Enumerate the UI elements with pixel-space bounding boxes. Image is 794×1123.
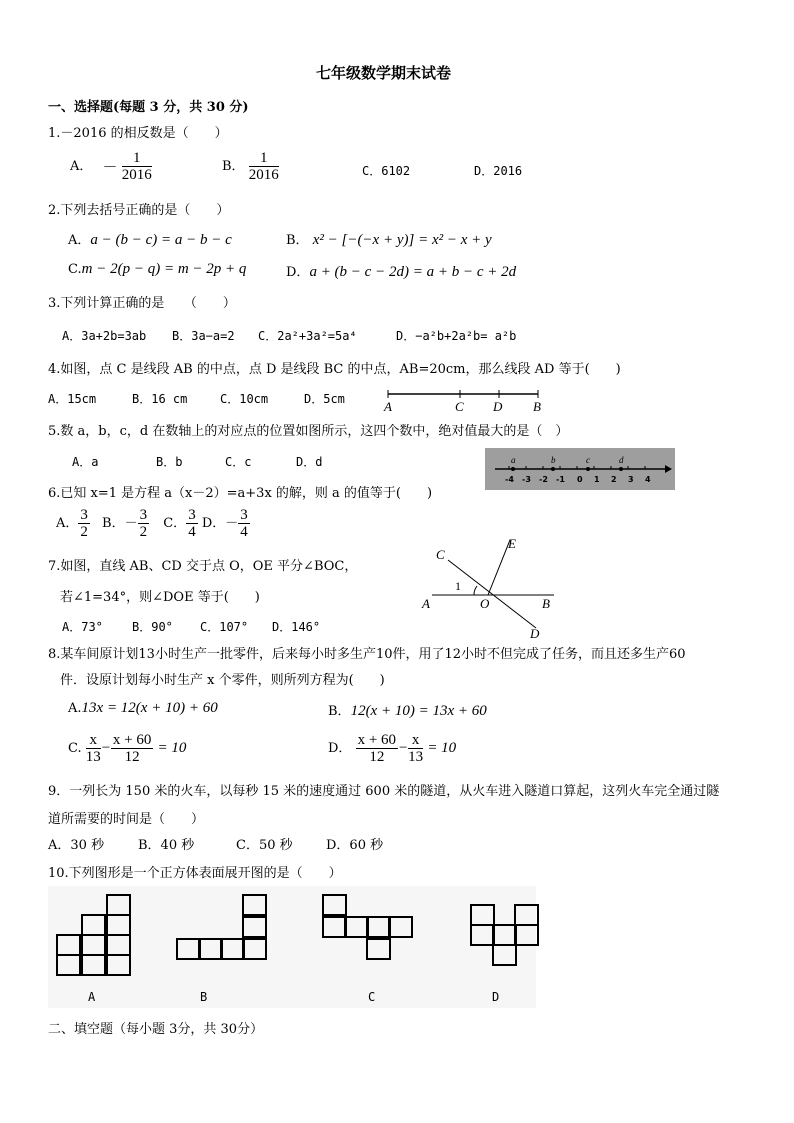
question-4-stem: 4.如图，点 C 是线段 AB 的中点，点 D 是线段 BC 的中点，AB=20cm，那么线段 AD 等于( ) — [48, 362, 621, 377]
tick-label: -2 — [539, 475, 548, 484]
question-7-stem-2: 若∠1=34°，则∠DOE 等于( ) — [60, 590, 260, 605]
q2-b-label: B． — [286, 233, 309, 248]
q8-c-frac-1 — [86, 732, 101, 765]
q6-b-label: B．－ — [102, 516, 138, 531]
q7-option-a: A．73° — [62, 620, 103, 634]
label-b: B — [533, 399, 541, 414]
q6-d-frac — [238, 507, 250, 540]
q3-option-c: C．2a²+3a²=5a⁴ — [258, 329, 357, 343]
q1-b-num: 1 — [249, 150, 279, 167]
q2-c-label: C. — [68, 262, 82, 277]
q3-option-a: A．3a+2b=3ab — [62, 329, 147, 343]
question-9-stem-2: 道所需要的时间是（ ） — [48, 812, 205, 827]
q2-option-c — [68, 261, 246, 278]
tick-label: 4 — [645, 475, 651, 484]
q8-c-frac-2 — [111, 732, 153, 765]
q1-a-frac — [122, 150, 152, 183]
q8-c-label: C. — [68, 741, 82, 756]
q8-c-rest: = 10 — [157, 740, 187, 756]
q9-option-c: C．50 秒 — [236, 838, 293, 853]
q2-d-label: D． — [286, 265, 310, 280]
label-a: A — [384, 399, 392, 414]
q8-option-d: D． $\frac{x + 60}{12}$ − $\frac{x}{13}$ = 10 — [328, 732, 457, 765]
q5-option-d: D．d — [296, 455, 323, 469]
q1-option-d: D．2016 — [474, 164, 523, 178]
point-c — [586, 467, 590, 471]
section-heading-choice: 一、选择题(每题 3 分，共 30 分) — [48, 100, 249, 115]
net-label-b: B — [200, 990, 208, 1004]
q8-option-c: C. $\frac{x}{13}$ − $\frac{x + 60}{12}$ = 10 — [68, 732, 187, 765]
line-cd — [448, 560, 536, 628]
q1-a-label: A． — [70, 159, 93, 174]
q6-c-label: C． — [163, 516, 187, 531]
q6-c-den: 4 — [188, 524, 196, 540]
q6-a-den: 2 — [80, 524, 88, 540]
q8-c-d1: 13 — [85, 749, 101, 765]
question-3-stem: 3.下列计算正确的是 （ ） — [48, 296, 236, 311]
q8-d-n2: x — [408, 732, 423, 749]
q9-option-a: A．30 秒 — [48, 838, 105, 853]
q6-b-frac — [138, 507, 150, 540]
tick-label: 0 — [577, 475, 583, 484]
q1-option-c: C．6102 — [362, 164, 411, 178]
q7-option-c: C．107° — [200, 620, 249, 634]
q7-option-b: B．90° — [132, 620, 173, 634]
question-8-stem-2: 件．设原计划每小时生产 x 个零件，则所列方程为( ) — [60, 673, 385, 688]
net-label-c: C — [368, 990, 376, 1004]
q5-option-b: B．b — [156, 455, 183, 469]
q8-d-d1: 12 — [369, 749, 385, 765]
q6-a-num: 3 — [80, 507, 88, 523]
label-b: B — [542, 596, 550, 611]
q6-d-num: 3 — [240, 507, 248, 523]
q2-option-d — [286, 261, 516, 281]
q8-c-n1: x — [86, 732, 101, 749]
question-10-stem: 10.下列图形是一个正方体表面展开图的是（ ） — [48, 866, 342, 881]
q1-a-num: 1 — [122, 150, 152, 167]
point-label-d: d — [619, 455, 624, 465]
point-label-c: c — [586, 455, 590, 465]
q8-b-label: B． — [328, 704, 351, 719]
q7-angle-figure — [418, 532, 568, 642]
q1-option-b — [222, 150, 279, 183]
q4-option-c: C．10cm — [220, 392, 269, 406]
q1-b-label: B． — [222, 159, 245, 174]
point-label-a: a — [511, 455, 516, 465]
page-title: 七年级数学期末试卷 — [316, 64, 452, 82]
q1-a-fraction — [103, 156, 118, 177]
net-figure-b — [176, 894, 286, 974]
q6-options — [56, 507, 250, 540]
q1-a-sign: － — [102, 160, 118, 176]
q1-option-a — [70, 150, 152, 183]
label-o: O — [480, 596, 490, 611]
label-a: A — [422, 596, 430, 611]
q2-a-label: A． — [68, 233, 91, 248]
label-e: E — [508, 536, 516, 551]
q4-option-a: A．15cm — [48, 392, 97, 406]
question-2-stem: 2.下列去括号正确的是（ ） — [48, 203, 230, 218]
label-c: C — [436, 547, 445, 562]
q8-d-frac-2 — [408, 732, 423, 765]
q9-option-b: B．40 秒 — [138, 838, 195, 853]
question-7-stem: 7.如图，直线 AB、CD 交于点 O，OE 平分∠BOC， — [48, 559, 358, 574]
label-c: C — [455, 399, 464, 414]
q5-option-c: C．c — [225, 455, 252, 469]
q6-d-label: D．－ — [201, 516, 239, 531]
label-angle-1: 1 — [455, 579, 461, 593]
point-label-b: b — [551, 455, 556, 465]
q8-d-rest: = 10 — [427, 740, 457, 756]
tick-label: -4 — [505, 475, 514, 484]
point-d — [619, 467, 623, 471]
point-b — [551, 467, 555, 471]
q6-a-frac — [78, 507, 90, 540]
q8-a-label: A. — [68, 701, 82, 716]
q6-d-den: 4 — [240, 524, 248, 540]
tick-label: 3 — [628, 475, 634, 484]
label-d: D — [530, 626, 540, 641]
q2-b-math: x² − [−(−x + y)] = x² − x + y — [312, 232, 492, 248]
q8-option-b — [328, 700, 487, 720]
q5-option-a: A．a — [72, 455, 99, 469]
q2-option-b — [286, 229, 492, 249]
q4-segment-figure — [380, 386, 550, 414]
question-9-stem: 9．一列长为 150 米的火车，以每秒 15 米的速度通过 600 米的隧道，从火车进入隧道口算起，这列火车完全通过隧 — [48, 784, 720, 799]
question-1-stem: 1.－2016 的相反数是（ ） — [48, 126, 228, 141]
q8-c-d2: 12 — [124, 749, 140, 765]
q5-number-line — [485, 448, 675, 490]
q6-b-den: 2 — [139, 524, 148, 540]
tick-label: -1 — [556, 475, 565, 484]
net-figure-c — [322, 894, 422, 974]
q10-figures-panel — [48, 886, 536, 1008]
question-5-stem: 5.数 a，b，c，d 在数轴上的对应点的位置如图所示，这四个数中，绝对值最大的是（ ） — [48, 424, 569, 439]
label-d: D — [493, 399, 503, 414]
ray-oe — [488, 540, 510, 595]
q2-c-math: m − 2(p − q) = m − 2p + q — [81, 261, 247, 277]
q6-c-frac — [186, 507, 198, 540]
q2-option-a — [68, 229, 232, 249]
q8-d-label: D． — [328, 741, 352, 756]
q6-a-label: A． — [56, 516, 79, 531]
q6-c-num: 3 — [188, 507, 196, 523]
q4-option-b: B．16 cm — [132, 392, 188, 406]
net-label-a: A — [88, 990, 96, 1004]
question-8-stem: 8.某车间原计划13小时生产一批零件，后来每小时多生产10件，用了12小时不但完成了任务，而且还多生产60 — [48, 647, 686, 662]
tick-label: 1 — [594, 475, 600, 484]
angle-1-arc — [474, 586, 477, 595]
q6-b-num: 3 — [139, 507, 148, 523]
net-figure-a — [56, 894, 136, 974]
question-6-stem: 6.已知 x=1 是方程 a（x－2）=a+3x 的解，则 a 的值等于( ) — [48, 486, 433, 501]
q8-d-d2: 13 — [408, 749, 424, 765]
q1-b-den: 2016 — [248, 167, 279, 183]
q1-b-frac — [249, 150, 279, 183]
q8-option-a — [68, 700, 218, 717]
q8-d-n1: x + 60 — [357, 732, 397, 748]
net-label-d: D — [492, 990, 500, 1004]
q7-option-d: D．146° — [272, 620, 321, 634]
tick-label: -3 — [522, 475, 531, 484]
q1-a-den: 2016 — [121, 167, 152, 183]
q2-d-math: a + (b − c − 2d) = a + b − c + 2d — [309, 264, 517, 280]
q3-option-b: B．3a−a=2 — [172, 329, 235, 343]
section-heading-fill: 二、填空题（每小题 3分，共 30分） — [48, 1022, 264, 1037]
net-figure-d — [470, 904, 540, 984]
point-a — [511, 467, 515, 471]
q8-c-n2: x + 60 — [112, 732, 152, 748]
q9-option-d: D．60 秒 — [326, 838, 384, 853]
q8-d-frac-1 — [356, 732, 398, 765]
q3-option-d: D．−a²b+2a²b= a²b — [396, 329, 517, 343]
tick-label: 2 — [611, 475, 617, 484]
q4-option-d: D．5cm — [304, 392, 345, 406]
q2-a-math: a − (b − c) = a − b − c — [90, 232, 232, 248]
q8-b-math: 12(x + 10) = 13x + 60 — [350, 703, 487, 719]
q8-a-math: 13x = 12(x + 10) + 60 — [81, 700, 218, 716]
